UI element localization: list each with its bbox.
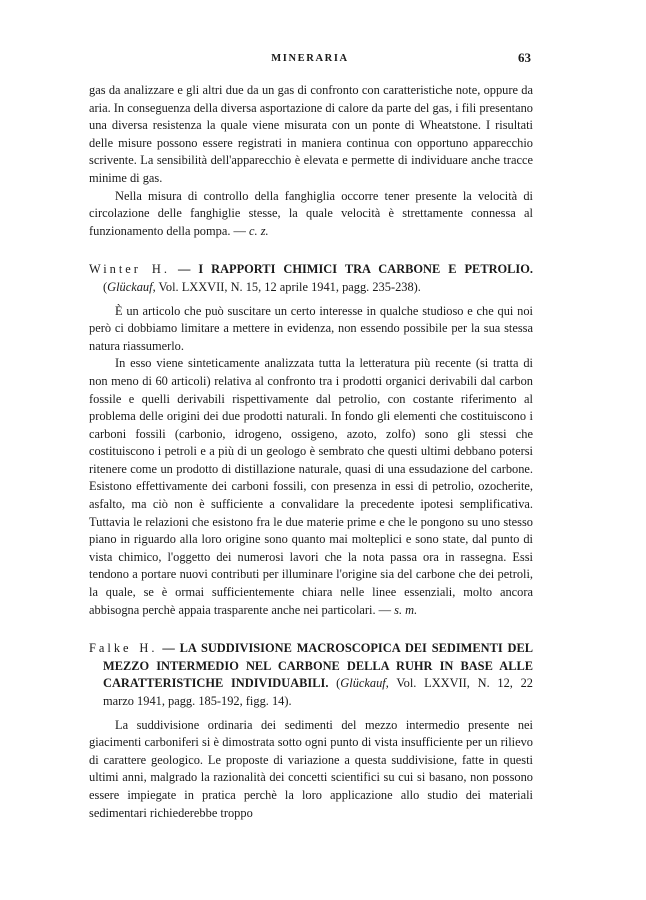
continuation-section <box>89 82 533 240</box>
review-source: (Glückauf, Vol. LXXVII, N. 12, 22 marzo 1941, pagg. 185-192, figg. 14). <box>103 676 533 708</box>
journal-name: Glückauf <box>107 279 153 294</box>
review-source: (Glückauf, Vol. LXXVII, N. 15, 12 aprile 1941, pagg. 235-238). <box>103 279 421 294</box>
signature: s. m. <box>394 602 418 617</box>
review-author: Winter H. <box>89 262 170 277</box>
body-text <box>89 82 533 822</box>
review-title: — LA SUDDIVISIONE MACROSCOPICA DEI SEDIMENTI DEL MEZZO INTERMEDIO NEL CARBONE DELLA RUHR IN BASE ALLE CARATTERISTICHE INDIVIDUABILI. <box>103 641 533 691</box>
paragraph: È un articolo che può suscitare un certo interesse in qualche studioso e che qui noi però ci dobbiamo limitare a mettere in evidenza, non essendo possibile per la sua stessa natura riassumerlo. <box>89 303 533 353</box>
review-heading <box>89 640 533 710</box>
paragraph-text: Nella misura di controllo della fanghiglia occorre tener presente la velocità di circolazione delle fanghiglie stesse, la quale velocità è strettamente connessa al funzionamento della pompa. — <box>89 188 533 238</box>
review-heading <box>89 261 533 296</box>
review-author: Falke H. <box>89 641 158 656</box>
signature: c. z. <box>249 223 269 238</box>
paragraph <box>89 188 533 241</box>
review-winter <box>89 261 533 619</box>
running-title: MINERARIA <box>271 53 349 64</box>
review-title: — I RAPPORTI CHIMICI TRA CARBONE E PETROLIO. <box>177 262 533 277</box>
paragraph: gas da analizzare e gli altri due da un gas di confronto con caratteristiche note, oppure da aria. In conseguenza della diversa asportazione di calore da parte del gas, i fili presentano una diversa resistenza la quale viene misurata con un ponte di Wheatstone. I risultati delle misure possono essere registrati in maniera continua con opportuno apparecchio scrivente. La sensibilità dell'apparecchio è elevata e permette di individuare anche tracce minime di gas. <box>89 83 533 185</box>
paragraph: La suddivisione ordinaria dei sedimenti del mezzo intermedio presente nei giacimenti carboniferi si è dimostrata sotto ogni punto di vista insufficiente per un rilievo di carattere geologico. Le proposte di variazione a questa suddivisione, fatte in questi ultimi anni, malgrado la razionalità dei concetti scientifici su cui si basano, non possono essere impiegate in pratica perchè la loro applicazione allo studio dei materiali sedimentari richiederebbe troppo <box>89 717 533 820</box>
paragraph-text: In esso viene sinteticamente analizzata tutta la letteratura più recente (si tratta di non meno di 60 articoli) relativa al confronto tra i prodotti organici derivabili dal carbon fossile e quelli derivabili rispettivamente dal petrolio, con costante riferimento al problema delle origini dei due prodotti naturali. In fondo gli elementi che costituiscono i carboni fossili (carbonio, idrogeno, ossigeno, azoto, zolfo) sono gli stessi che costituiscono i petroli e a più di un geologo è sembrato che questi ultimi debbano potersi ritenere come un prodotto di distillazione naturale, quasi di una essudazione del carbone. Esistono effettivamente dei carboni fossili, con presenza in essi di petrolio, ozocherite, asfalto, ma ciò non è sufficiente a convalidare la precedente ipotesi semplificativa. Tuttavia le relazioni che esistono fra le due materie prime e che le pongono su uno stesso piano in riguardo alla loro origine sono quanto mai molteplici e sono state, dal punto di vista chimico, l'oggetto dei numerosi lavori che la nota passa ora in rassegna. Essi tendono a portare nuovi contributi per illuminare l'origine sia del carbone che dei petroli, la quale, se è ormai sufficientemente chiara nelle linee essenziali, molto ancora abbisogna perchè appaia trasparente anche nei particolari. — <box>89 356 533 617</box>
review-falke <box>89 640 533 822</box>
running-head <box>89 50 531 70</box>
paragraph <box>89 355 533 619</box>
citation: , Vol. LXXVII, N. 12, 22 marzo 1941, pagg. 185-192, figg. 14). <box>103 676 533 708</box>
citation: , Vol. LXXVII, N. 15, 12 aprile 1941, pagg. 235-238). <box>152 279 421 294</box>
journal-name: Glückauf <box>340 676 386 691</box>
page-number: 63 <box>518 50 531 65</box>
